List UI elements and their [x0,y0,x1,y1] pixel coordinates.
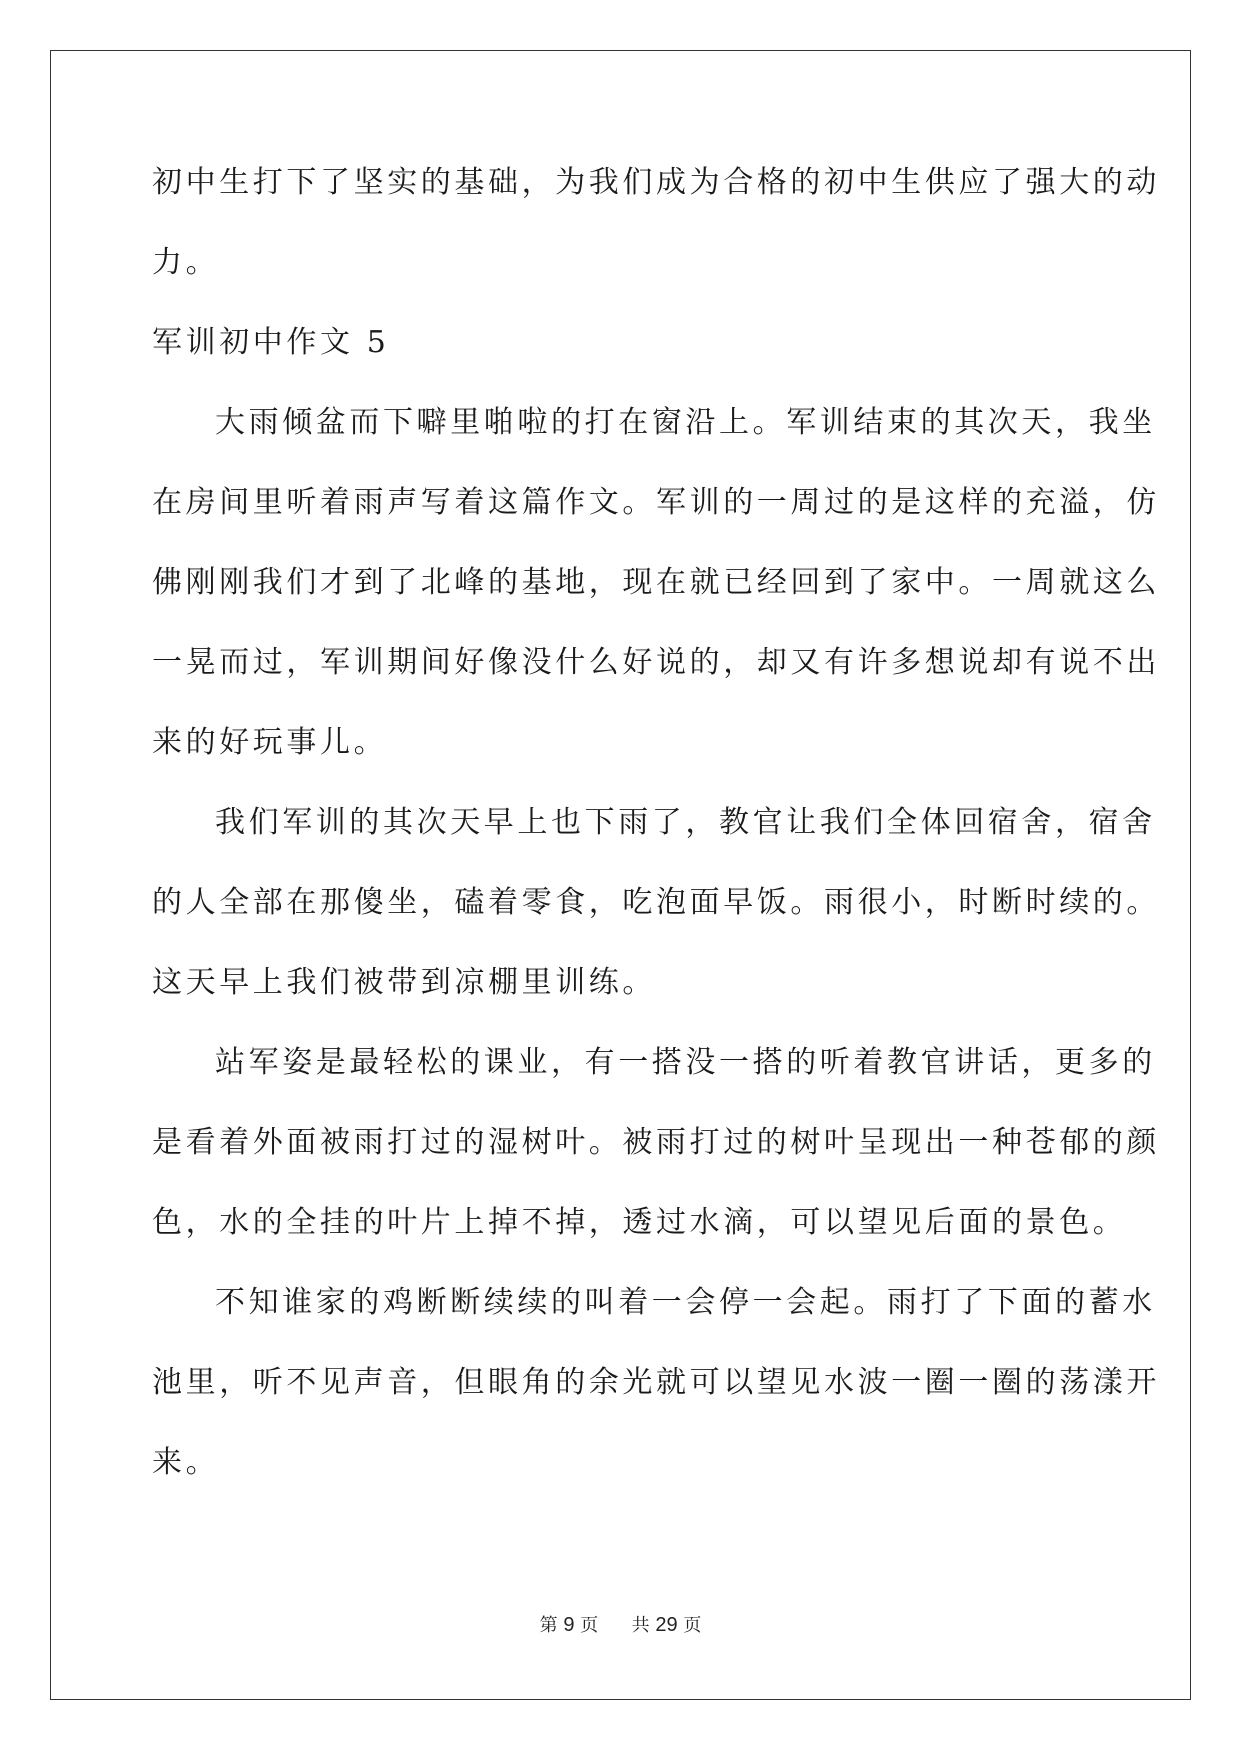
text-line: 佛刚刚我们才到了北峰的基地，现在就已经回到了家中。一周就这么 [152,565,1160,600]
text-line: 色，水的全挂的叶片上掉不掉，透过水滴，可以望见后面的景色。 [152,1205,1127,1240]
text-line: 的人全部在那傻坐，磕着零食，吃泡面早饭。雨很小，时断时续的。 [152,885,1160,920]
text-line: 来。 [152,1445,220,1480]
para-3 [152,1043,1160,1243]
page-number: 9 [563,1614,575,1636]
document-body [152,163,1160,1483]
text-line: 大雨倾盆而下噼里啪啦的打在窗沿上。军训结束的其次天，我坐 [215,405,1156,440]
text-line: 我们军训的其次天早上也下雨了，教官让我们全体回宿舍，宿舍 [215,805,1156,840]
text-line: 池里，听不见声音，但眼角的余光就可以望见水波一圈一圈的荡漾开 [152,1365,1160,1400]
text-line: 在房间里听着雨声写着这篇作文。军训的一周过的是这样的充溢，仿 [152,485,1160,520]
para-2 [152,803,1160,1003]
text-line: 军训初中作文 5 [152,325,390,360]
text-line: 不知谁家的鸡断断续续的叫着一会停一会起。雨打了下面的蓄水 [215,1285,1156,1320]
text-line: 站军姿是最轻松的课业，有一搭没一搭的听着教官讲话，更多的 [215,1045,1156,1080]
section-heading [152,323,1092,363]
text-line: 是看着外面被雨打过的湿树叶。被雨打过的树叶呈现出一种苍郁的颜 [152,1125,1160,1160]
page-prefix: 第 [539,1615,558,1636]
total-pages: 29 [655,1614,678,1636]
text-line: 这天早上我们被带到凉棚里训练。 [152,965,656,1000]
total-prefix: 共 [631,1615,650,1636]
text-line: 来的好玩事儿。 [152,725,388,760]
total-suffix: 页 [683,1615,702,1636]
text-line: 一晃而过，军训期间好像没什么好说的，却又有许多想说却有说不出 [152,645,1160,680]
para-1 [152,403,1160,763]
page-footer [0,1613,1241,1638]
para-4 [152,1283,1160,1483]
para-continued [152,163,1160,283]
text-line: 力。 [152,245,220,280]
page-suffix: 页 [580,1615,599,1636]
text-line: 初中生打下了坚实的基础，为我们成为合格的初中生供应了强大的动 [152,165,1160,200]
